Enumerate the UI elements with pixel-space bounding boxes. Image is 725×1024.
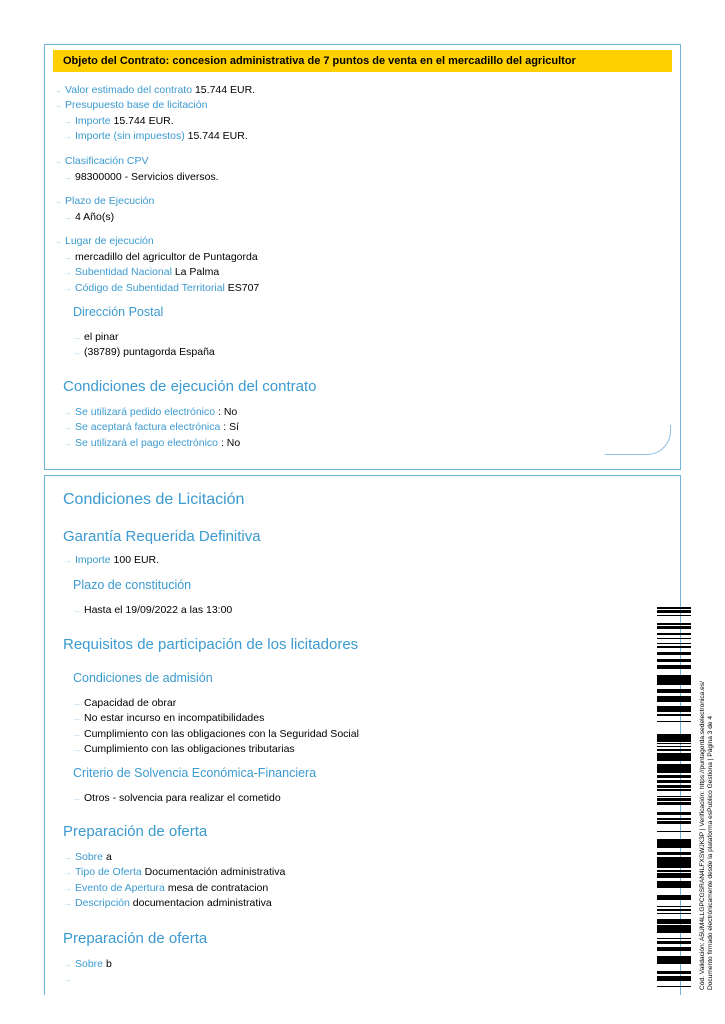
- codigo-value: ES707: [227, 282, 260, 294]
- oferta1-heading: Preparación de oferta: [63, 823, 208, 840]
- validation-text: [699, 610, 715, 990]
- direccion-line1-row: [73, 331, 118, 344]
- garantia-heading: Garantía Requerida Definitiva: [63, 528, 261, 545]
- arrow-icon: →: [54, 237, 62, 246]
- arrow-icon: →: [64, 884, 72, 893]
- presupuesto-label: Presupuesto base de licitación: [65, 99, 208, 111]
- arrow-icon: →: [64, 853, 72, 862]
- plazo-label: Plazo de Ejecución: [65, 195, 155, 207]
- cpv-row: [54, 155, 148, 168]
- oferta1-sobre-label: Sobre: [75, 851, 104, 863]
- arrow-icon: →: [64, 117, 72, 126]
- oferta2-sobre-value: b: [105, 958, 112, 970]
- garantia-importe-label: Importe: [75, 554, 111, 566]
- pedido-label: Se utilizará pedido electrónico: [75, 406, 216, 418]
- licitacion-heading: Condiciones de Licitación: [63, 491, 245, 508]
- arrow-icon: →: [64, 556, 72, 565]
- arrow-icon: →: [73, 606, 81, 615]
- arrow-icon: →: [64, 899, 72, 908]
- pedido-row: [64, 406, 237, 419]
- plazo-value-row: [64, 211, 114, 224]
- solvencia-heading: Criterio de Solvencia Económica-Financiera: [73, 766, 317, 780]
- requisitos-heading: Requisitos de participación de los licitadores: [63, 636, 359, 653]
- solvencia-value: Otros - solvencia para realizar el cometido: [84, 792, 281, 804]
- importe-sin-row: [64, 130, 248, 143]
- plazo-constitucion-heading: Plazo de constitución: [73, 578, 192, 592]
- plazo-value: 4 Año(s): [75, 211, 115, 223]
- admision-item: [73, 743, 295, 756]
- admision-item: [73, 712, 264, 725]
- pago-row: [64, 437, 240, 450]
- contract-object-panel: [44, 44, 681, 470]
- arrow-icon: →: [64, 960, 72, 969]
- importe-label: Importe: [75, 115, 111, 127]
- oferta1-evento-value: mesa de contratacion: [167, 882, 269, 894]
- arrow-icon: →: [64, 423, 72, 432]
- arrow-icon: →: [73, 333, 81, 342]
- solvencia-row: [73, 792, 281, 805]
- oferta2-sobre-label: Sobre: [75, 958, 104, 970]
- oferta1-tipo-label: Tipo de Oferta: [75, 866, 142, 878]
- codigo-label: Código de Subentidad Territorial: [75, 282, 225, 294]
- arrow-icon: →: [64, 268, 72, 277]
- plazo-row: [54, 195, 154, 208]
- factura-row: [64, 421, 239, 434]
- arrow-icon: →: [73, 730, 81, 739]
- barcode-image: [657, 607, 691, 989]
- codigo-row: [64, 282, 259, 295]
- direccion-line1: el pinar: [84, 331, 119, 343]
- admision-item-text: Capacidad de obrar: [84, 697, 177, 709]
- arrow-icon: →: [73, 794, 81, 803]
- direccion-heading: Dirección Postal: [73, 305, 164, 319]
- factura-value: : Sí: [223, 421, 240, 433]
- subentidad-label: Subentidad Nacional: [75, 266, 172, 278]
- importe-sin-value: 15.744 EUR.: [187, 130, 248, 142]
- subentidad-row: [64, 266, 219, 279]
- condiciones-heading: Condiciones de ejecución del contrato: [63, 378, 317, 395]
- direccion-line2-row: [73, 346, 215, 359]
- oferta1-evento-label: Evento de Apertura: [75, 882, 165, 894]
- arrow-icon: →: [64, 975, 72, 984]
- cpv-value-row: [64, 171, 219, 184]
- oferta2-heading: Preparación de oferta: [63, 930, 208, 947]
- admision-item-text: Cumplimiento con las obligaciones con la Seguridad Social: [84, 728, 359, 740]
- arrow-icon: →: [64, 284, 72, 293]
- admision-item-text: Cumplimiento con las obligaciones tributarias: [84, 743, 295, 755]
- licitacion-panel: [44, 475, 681, 995]
- pago-label: Se utilizará el pago electrónico: [75, 437, 219, 449]
- lugar-value: mercadillo del agricultor de Puntagorda: [75, 251, 258, 263]
- valor-estimado-label: Valor estimado del contrato: [65, 84, 193, 96]
- oferta1-tipo-value: Documentación administrativa: [144, 866, 286, 878]
- valor-estimado-value: 15.744 EUR.: [194, 84, 256, 96]
- arrow-icon: →: [64, 868, 72, 877]
- oferta1-sobre-row: [64, 851, 112, 864]
- lugar-label: Lugar de ejecución: [65, 235, 154, 247]
- factura-label: Se aceptará factura electrónica: [75, 421, 221, 433]
- cpv-value: 98300000 - Servicios diversos.: [75, 171, 219, 183]
- contract-object-banner: Objeto del Contrato: concesion administrativa de 7 puntos de venta en el mercadillo del agricultor: [53, 50, 672, 72]
- admision-item-text: No estar incurso en incompatibilidades: [84, 712, 265, 724]
- garantia-importe-row: [64, 554, 159, 567]
- admision-heading: Condiciones de admisión: [73, 671, 213, 685]
- oferta1-descripcion-value: documentacion administrativa: [132, 897, 272, 909]
- plazo-constitucion-row: [73, 604, 232, 617]
- oferta2-next-row: [64, 973, 75, 986]
- oferta1-sobre-value: a: [105, 851, 112, 863]
- arrow-icon: →: [54, 86, 62, 95]
- plazo-constitucion-value: Hasta el 19/09/2022 a las 13:00: [84, 604, 233, 616]
- lugar-value-row: [64, 251, 258, 264]
- arrow-icon: →: [54, 157, 62, 166]
- arrow-icon: →: [64, 213, 72, 222]
- importe-sin-label: Importe (sin impuestos): [75, 130, 185, 142]
- arrow-icon: →: [73, 699, 81, 708]
- arrow-icon: →: [73, 714, 81, 723]
- garantia-importe-value: 100 EUR.: [113, 554, 160, 566]
- lugar-row: [54, 235, 154, 248]
- subentidad-value: La Palma: [174, 266, 220, 278]
- oferta1-tipo-row: [64, 866, 285, 879]
- direccion-line2: (38789) puntagorda España: [84, 346, 215, 358]
- arrow-icon: →: [64, 253, 72, 262]
- arrow-icon: →: [64, 439, 72, 448]
- pago-value: : No: [220, 437, 241, 449]
- arrow-icon: →: [54, 101, 62, 110]
- arrow-icon: →: [73, 348, 81, 357]
- oferta1-descripcion-label: Descripción: [75, 897, 130, 909]
- admision-item: [73, 697, 176, 710]
- oferta1-evento-row: [64, 882, 268, 895]
- importe-row: [64, 115, 174, 128]
- signature-footer-line: Documento firmado electrónicamente desde la plataforma esPublico Gestiona | Página 3 de 4: [707, 715, 714, 990]
- oferta2-sobre-row: [64, 958, 112, 971]
- importe-value: 15.744 EUR.: [113, 115, 174, 127]
- cpv-label: Clasificación CPV: [65, 155, 149, 167]
- validation-line: Cód. Validación: A5UM4LLGPCGSRAN4LFXSWJK3P | Verificación: https://puntagorda.sedelectronica.es/: [699, 681, 706, 990]
- arrow-icon: →: [64, 132, 72, 141]
- pedido-value: : No: [218, 406, 238, 418]
- presupuesto-row: [54, 99, 207, 112]
- oferta1-descripcion-row: [64, 897, 272, 910]
- arrow-icon: →: [73, 745, 81, 754]
- valor-estimado-row: [54, 84, 255, 97]
- panel-corner-curve: [605, 425, 671, 455]
- arrow-icon: →: [54, 197, 62, 206]
- arrow-icon: →: [64, 408, 72, 417]
- arrow-icon: →: [64, 173, 72, 182]
- admision-item: [73, 728, 359, 741]
